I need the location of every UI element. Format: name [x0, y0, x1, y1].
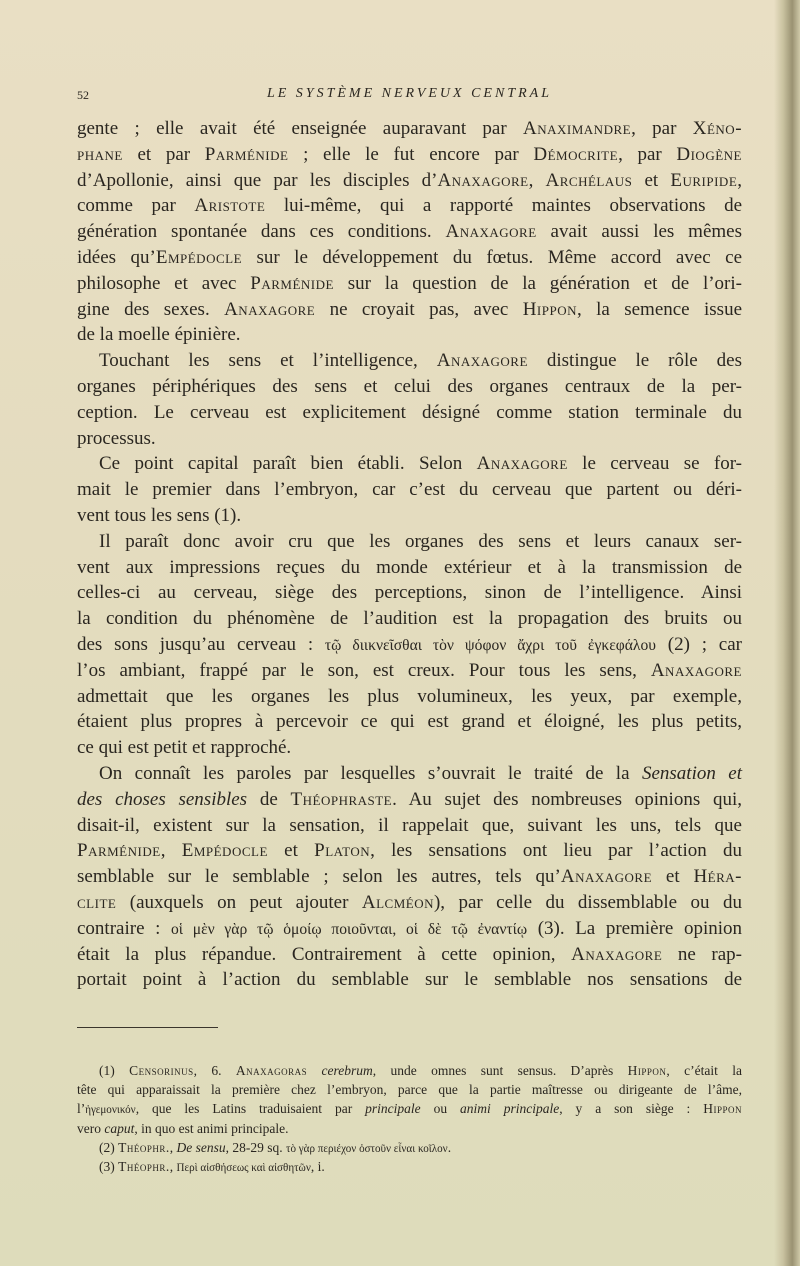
small-caps-name: Xéno-	[692, 118, 743, 139]
text-span: Ce point capital paraît bien établi. Selon	[99, 453, 477, 475]
page-binding-edge	[774, 0, 800, 1266]
text-span: Il paraît donc avoir cru que les organes des sens et leurs canaux ser-	[99, 530, 742, 552]
text-span: .	[447, 1139, 452, 1155]
footnote-line	[77, 1099, 742, 1118]
small-caps-name: Hippon	[522, 298, 577, 320]
text-span: , la semence issue	[577, 298, 742, 320]
text-span: gine des sexes.	[77, 298, 225, 320]
text-span: disait-il, existent sur la sensation, il rappelait que, suivant les uns, tels que	[77, 814, 742, 836]
footnote-line	[77, 1061, 742, 1080]
text-span: . Au sujet des nombreuses opinions qui,	[392, 788, 742, 810]
small-caps-name: Alcméon	[361, 891, 434, 913]
small-caps-name: Théophraste	[290, 788, 393, 810]
text-span: lui-même, qui a rapporté maintes observations de	[265, 195, 743, 217]
small-caps-name: Empédocle	[155, 246, 243, 268]
text-span: (auxquels on peut ajouter	[116, 891, 362, 913]
body-line	[77, 245, 742, 271]
text-span: ,	[528, 169, 546, 191]
greek-text: τὸ γὰρ περιέχον ὀστοῦν εἶναι κοῖλον	[286, 1142, 448, 1155]
text-span: avait aussi les mêmes	[536, 221, 742, 243]
body-line	[77, 219, 742, 245]
text-span: ,	[169, 1158, 177, 1174]
greek-text: ἡγεμονικόν	[85, 1104, 136, 1117]
footnotes	[77, 1061, 742, 1176]
body-line	[77, 400, 742, 426]
small-caps-name: Anaxagore	[650, 659, 742, 681]
text-span: tête qui apparaissait la première chez l’embryon, parce que la partie maîtresse ou dirigeante de l’âme,	[77, 1082, 742, 1098]
text-span: l’os ambiant, frappé par le son, est creux. Pour tous les sens,	[77, 659, 651, 681]
body-line	[77, 967, 742, 993]
text-span: d’Apollonie, ainsi que par les disciples d’	[77, 169, 438, 191]
footnote-separator	[77, 1027, 218, 1028]
text-span: , 6.	[193, 1063, 236, 1078]
text-span: , in quo est animi principale.	[134, 1120, 289, 1136]
text-span: ,	[160, 840, 182, 862]
text-span: celles-ci au cerveau, siège des perceptions, sinon de l’intelligence. Ainsi	[77, 582, 742, 604]
body-line	[77, 271, 742, 297]
page-number: 52	[77, 88, 89, 102]
text-span: mait le premier dans l’embryon, car c’est du cerveau que partent ou déri-	[77, 479, 742, 501]
text-span: portait point à l’action du semblable sur le semblable nos sensations de	[77, 969, 742, 991]
text-span: , 28-29 sq.	[225, 1139, 287, 1155]
italic-text: principale	[365, 1101, 421, 1117]
body-line	[77, 761, 742, 787]
body-line	[77, 684, 742, 710]
small-caps-name: Parménide	[250, 272, 334, 294]
text-span: et	[652, 866, 694, 888]
body-line	[77, 193, 742, 219]
text-span: , par	[618, 143, 677, 165]
italic-text: Sensation et	[641, 762, 742, 784]
text-span: semblable sur le semblable ; selon les autres, tels qu’	[77, 866, 561, 888]
greek-text: οἱ μὲν γὰρ τῷ ὁμοίῳ ποιοῦνται, οἱ δὲ τῷ ἐναντίῳ	[171, 920, 528, 938]
body-line	[77, 116, 742, 142]
greek-text: Περὶ αἰσθήσεως καὶ αἰσθητῶν	[176, 1161, 311, 1174]
text-span: de la moelle épinière.	[77, 324, 241, 346]
text-span: ), par celle du dissemblable ou du	[433, 891, 742, 913]
small-caps-name: phane	[77, 143, 123, 165]
italic-text: caput	[104, 1120, 135, 1136]
body-line	[77, 529, 742, 555]
text-span: (3)	[99, 1158, 119, 1174]
text-span: et	[267, 840, 315, 862]
text-span: gente ; elle avait été enseignée auparavant par	[77, 118, 524, 139]
text-span: (2) ; car	[655, 633, 742, 655]
text-span: philosophe et avec	[77, 272, 251, 294]
body-line	[77, 348, 742, 374]
body-line	[77, 813, 742, 839]
text-span: , c’était la	[666, 1063, 742, 1078]
text-span: vent tous les sens (1).	[77, 504, 242, 526]
small-caps-name: Anaxagore	[560, 866, 653, 888]
body-line	[77, 916, 742, 942]
small-caps-name: Parménide	[77, 840, 161, 862]
text-span: On connaît les paroles par lesquelles s’ouvrait le traité de la	[99, 762, 642, 784]
small-caps-name: Démocrite	[533, 143, 619, 165]
text-span: sur la question de la génération et de l’ori-	[333, 272, 742, 294]
text-span: ce qui est petit et rapproché.	[77, 737, 292, 759]
text-span: admettait que les organes les plus volumineux, les yeux, par exemple,	[77, 685, 742, 707]
small-caps-name: Anaxagore	[436, 350, 528, 372]
text-span: l’	[77, 1101, 86, 1117]
text-span: ,	[737, 169, 743, 191]
footnote-line	[77, 1119, 742, 1138]
footnote-line	[77, 1157, 742, 1176]
text-span: étaient plus propres à percevoir ce qui est grand et éloigné, les plus petits,	[77, 711, 742, 733]
small-caps-name: Anaxagore	[571, 943, 663, 965]
small-caps-name: Théophr.	[118, 1158, 170, 1174]
body-line	[77, 477, 742, 503]
text-span: et par	[122, 143, 205, 165]
body-line	[77, 555, 742, 581]
small-caps-name: Diogène	[676, 143, 742, 165]
text-span: , par	[631, 118, 693, 139]
text-span: (2)	[99, 1139, 119, 1155]
page-header	[77, 86, 742, 108]
body-line	[77, 168, 742, 194]
text-span: , que les Latins traduisaient par	[135, 1101, 366, 1117]
body-line	[77, 426, 742, 452]
body-line	[77, 735, 742, 761]
text-span: ception. Le cerveau est explicitement désigné comme station terminale du	[77, 401, 742, 423]
text-span: organes périphériques des sens et celui des organes centraux de la per-	[77, 375, 742, 397]
small-caps-name: Anaxagoras	[235, 1063, 308, 1078]
text-span: vero	[77, 1120, 105, 1136]
text-span: (1)	[99, 1063, 130, 1078]
footnote-line	[77, 1080, 742, 1099]
small-caps-name: Anaximandre	[523, 118, 632, 139]
text-span: , les sensations ont lieu par l’action du	[370, 840, 743, 862]
body-line	[77, 606, 742, 632]
italic-text: De sensu	[176, 1139, 226, 1155]
text-span: , i.	[310, 1158, 325, 1174]
greek-text: τῷ διικνεῖσθαι τὸν ψόφον ἄχρι τοῦ ἐγκεφάλου	[324, 636, 656, 654]
text-span: de	[247, 788, 291, 810]
body-line	[77, 503, 742, 529]
text-span: comme par	[77, 195, 195, 217]
text-span: (3). La première opinion	[527, 917, 743, 939]
small-caps-name: Anaxagore	[437, 169, 529, 191]
running-title: LE SYSTÈME NERVEUX CENTRAL	[266, 86, 553, 101]
text-span: Touchant les sens et l’intelligence,	[99, 350, 437, 372]
body-line	[77, 709, 742, 735]
italic-text: cerebrum	[321, 1063, 373, 1078]
body-line	[77, 838, 742, 864]
small-caps-name: Platon	[314, 840, 371, 862]
small-caps-name: Aristote	[194, 195, 266, 217]
text-span: ; elle le fut encore par	[288, 143, 534, 165]
small-caps-name: Anaxagore	[224, 298, 316, 320]
body-line	[77, 787, 742, 813]
text-span: processus.	[77, 427, 156, 449]
small-caps-name: Hippon	[703, 1101, 742, 1117]
small-caps-name: Anaxagore	[476, 453, 568, 475]
small-caps-name: Théophr.	[118, 1139, 170, 1155]
small-caps-name: Empédocle	[181, 840, 268, 862]
small-caps-name: Hippon	[627, 1063, 667, 1078]
text-span: , unde omnes sunt sensus. D’après	[372, 1063, 628, 1078]
text-span: était la plus répandue. Contrairement à cette opinion,	[77, 943, 572, 965]
italic-text: des choses sensibles	[77, 788, 248, 810]
body-line	[77, 451, 742, 477]
body-line	[77, 658, 742, 684]
body-line	[77, 297, 742, 323]
italic-text: animi principale	[460, 1101, 560, 1117]
text-span: ou	[420, 1101, 461, 1117]
body-line	[77, 142, 742, 168]
body-line	[77, 374, 742, 400]
text-span: ,	[169, 1139, 177, 1155]
text-span: et	[632, 169, 671, 191]
text-span: génération spontanée dans ces conditions.	[77, 221, 446, 243]
text-span: sur le développement du fœtus. Même accord avec ce	[242, 246, 742, 268]
text-span	[307, 1063, 321, 1078]
small-caps-name: Euripide	[670, 169, 738, 191]
text-span: la condition du phénomène de l’audition est la propagation des bruits ou	[77, 608, 742, 630]
text-span: ne rap-	[662, 943, 742, 965]
small-caps-name: clite	[77, 891, 117, 913]
small-caps-name: Parménide	[204, 143, 289, 165]
text-span: idées qu’	[77, 246, 156, 268]
body-line	[77, 890, 742, 916]
text-span: ne croyait pas, avec	[315, 298, 523, 320]
text-span: des sons jusqu’au cerveau :	[77, 633, 325, 655]
body-line	[77, 942, 742, 968]
body-line	[77, 322, 742, 348]
text-span: vent aux impressions reçues du monde extérieur et à la transmission de	[77, 556, 742, 578]
body-line	[77, 864, 742, 890]
body-text	[77, 116, 742, 993]
small-caps-name: Censorinus	[129, 1063, 194, 1078]
body-line	[77, 632, 742, 658]
small-caps-name: Archélaus	[545, 169, 633, 191]
text-span: le cerveau se for-	[567, 453, 742, 475]
text-span: contraire :	[77, 917, 171, 939]
footnote-line	[77, 1138, 742, 1157]
small-caps-name: Héra-	[693, 866, 743, 888]
small-caps-name: Anaxagore	[445, 221, 537, 243]
text-span: , y a son siège :	[559, 1101, 704, 1117]
text-span: distingue le rôle des	[527, 350, 742, 372]
body-line	[77, 580, 742, 606]
